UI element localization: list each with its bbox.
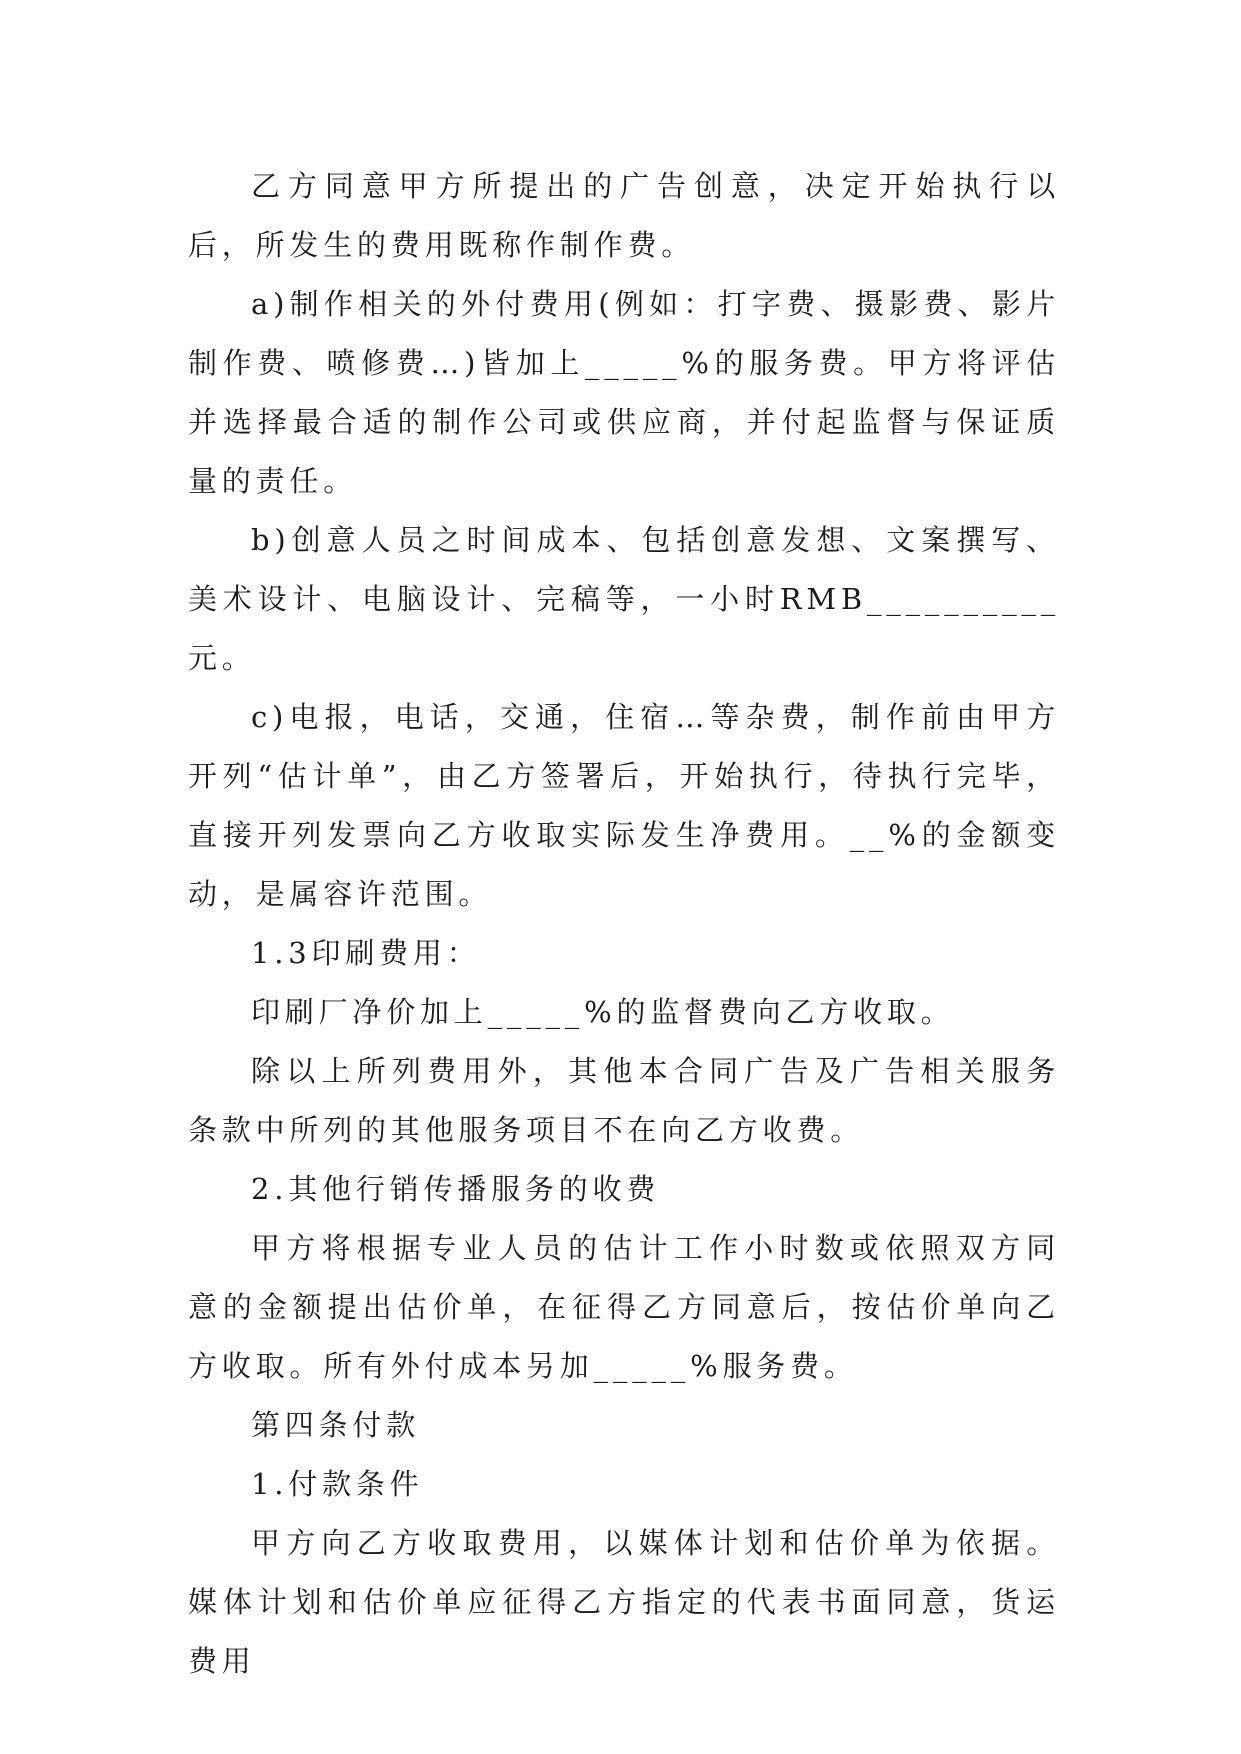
document-body xyxy=(188,157,1060,1691)
paragraph-item-c: c)电报，电话，交通，住宿…等杂费，制作前由甲方开列“估计单”，由乙方签署后，开始执行，待执行完毕，直接开列发票向乙方收取实际发生净费用。__%的金额变动，是属容许范围。 xyxy=(188,700,1060,911)
paragraph-item-a: a)制作相关的外付费用(例如：打字费、摄影费、影片制作费、喷修费…)皆加上_____%的服务费。甲方将评估并选择最合适的制作公司或供应商，并付起监督与保证质量的责任。 xyxy=(188,287,1060,498)
heading-payment-terms: 1.付款条件 xyxy=(251,1467,424,1501)
paragraph-item-b: b)创意人员之时间成本、包括创意发想、文案撰写、美术设计、电脑设计、完稿等，一小时RMB__________元。 xyxy=(188,523,1060,675)
paragraph-no-other-fees: 除以上所列费用外，其他本合同广告及广告相关服务条款中所列的其他服务项目不在向乙方收费。 xyxy=(188,1054,1060,1147)
paragraph-payment-terms: 甲方向乙方收取费用，以媒体计划和估价单为依据。媒体计划和估价单应征得乙方指定的代表书面同意，货运费用 xyxy=(188,1526,1060,1678)
heading-printing-fee: 1.3印刷费用： xyxy=(251,936,481,970)
paragraph-printing-fee: 印刷厂净价加上_____%的监督费向乙方收取。 xyxy=(251,995,955,1029)
paragraph-other-services: 甲方将根据专业人员的估计工作小时数或依照双方同意的金额提出估价单，在征得乙方同意后，按估价单向乙方收取。所有外付成本另加_____%服务费。 xyxy=(188,1231,1060,1383)
heading-other-services: 2.其他行销传播服务的收费 xyxy=(251,1172,661,1206)
paragraph-production-fee-intro: 乙方同意甲方所提出的广告创意，决定开始执行以后，所发生的费用既称作制作费。 xyxy=(188,169,1060,262)
heading-article-four: 第四条付款 xyxy=(251,1408,421,1442)
